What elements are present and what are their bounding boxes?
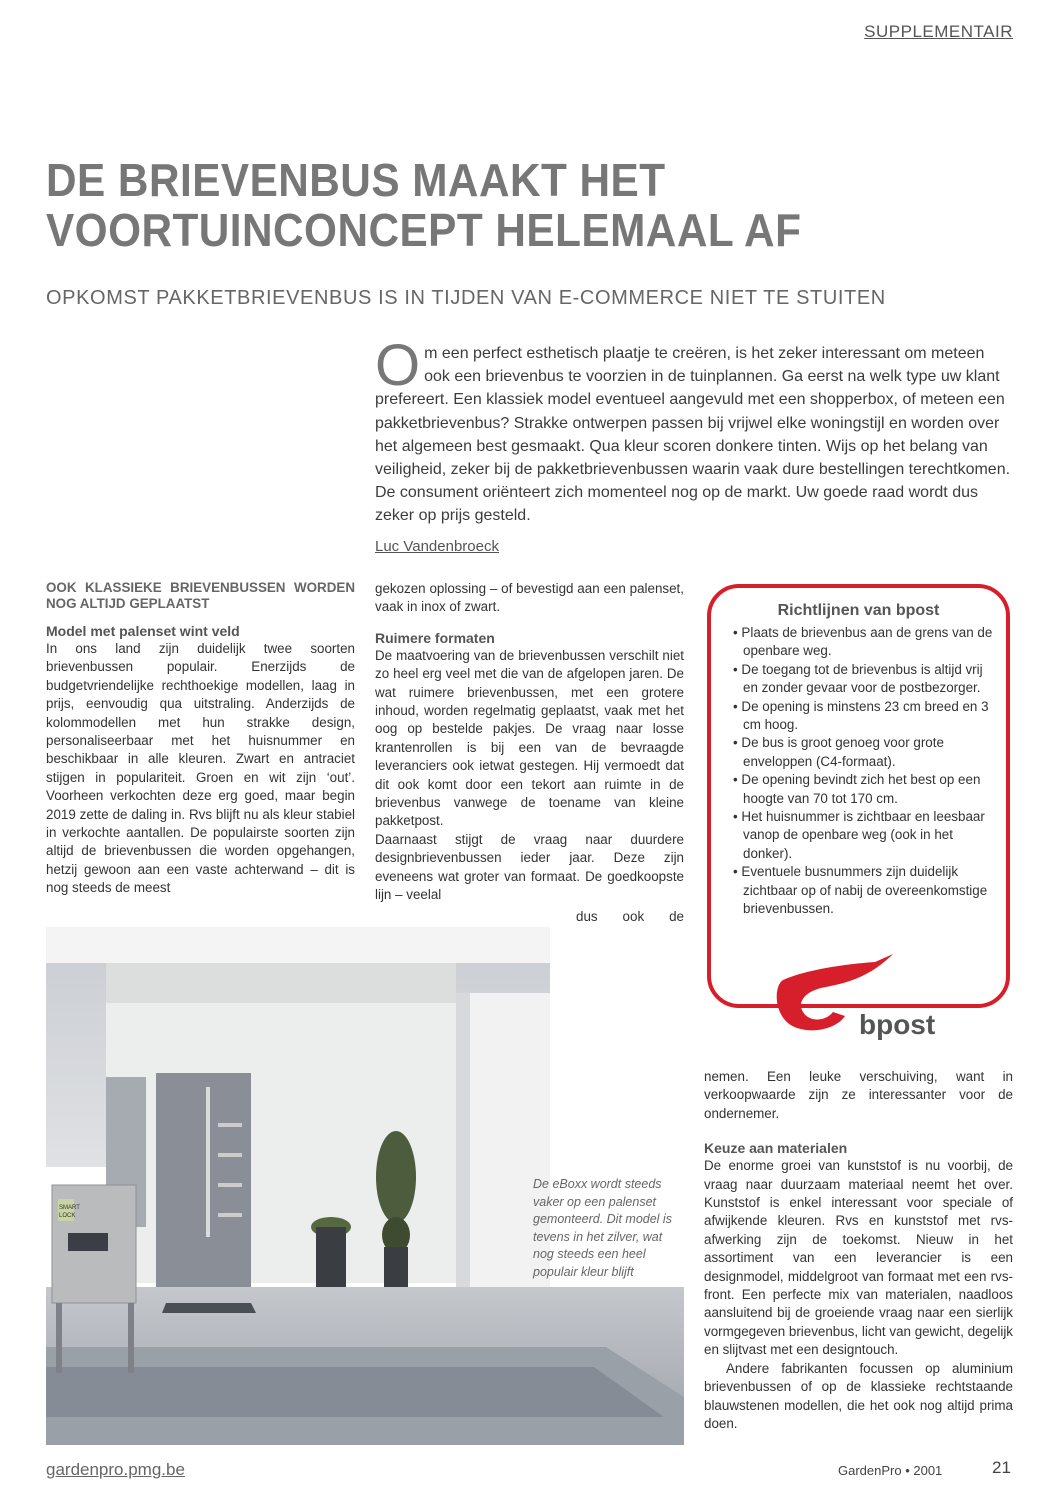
body-paragraph: Daarnaast stijgt de vraag naar duurdere designbrievenbussen ieder jaar. Deze zijn eveneens wat groter van formaat. De goedkoopste lijn – veelal	[375, 831, 684, 903]
guidelines-list	[711, 624, 1006, 919]
bpost-logo-text: bpost	[859, 1009, 936, 1040]
footer-magazine: GardenPro • 2001	[838, 1463, 943, 1478]
bpost-logo	[775, 950, 955, 1040]
column-3	[704, 1068, 1013, 1433]
mailbox-label-bottom: LOCK	[59, 1213, 76, 1219]
bpost-guidelines-box	[707, 584, 1010, 1008]
photo-caption: De eBoxx wordt steeds vaker op een palenset gemonteerd. Dit model is tevens in het zilver, wat nog steeds een heel populair kleur blijft	[533, 1177, 672, 1279]
article-title-line-2: VOORTUINCONCEPT HELEMAAL AF	[46, 204, 802, 256]
list-item: • De opening is minstens 23 cm breed en 3 cm hoog.	[731, 698, 994, 735]
list-item: • De bus is groot genoeg voor grote enveloppen (C4-formaat).	[731, 734, 994, 771]
list-item: • De opening bevindt zich het best op een hoogte van 70 tot 170 cm.	[731, 771, 994, 808]
footer-url[interactable]: gardenpro.pmg.be	[46, 1460, 185, 1479]
intro-text: m een perfect esthetisch plaatje te creëren, is het zeker interessant om meteen ook een brievenbus te voorzien in de tuinplannen. Ga eerst na welk type uw klant prefereert. Een klassiek model eventueel aangevuld met een shopperbox, of meteen een pakketbrievenbus? Strakke ontwerpen passen bij vrijwel elke woningstijl en worden over het algemeen best gesmaakt. Qua kleur scoren donkere tinten. Wijs op het belang van veiligheid, zeker bij de pakketbrievenbussen waarin vaak dure bestellingen terechtkomen. De consument oriënteert zich momenteel nog op de markt. Uw goede raad wordt dus zeker op prijs gesteld.	[375, 345, 1011, 525]
list-item: • Plaats de brievenbus aan de grens van de openbare weg.	[731, 624, 994, 661]
section-heading: OOK KLASSIEKE BRIEVENBUSSEN WORDEN NOG ALTIJD GEPLAATST	[46, 580, 355, 611]
page-number: 21	[992, 1458, 1011, 1477]
body-paragraph: De enorme groei van kunststof is nu voorbij, de vraag naar duurzaam materiaal neemt het over. Kunststof is enkel interessant voor speciale of afwijkende kleuren. Rvs en kunststof met rvs-afwerking zijn de toekomst. Nieuw in het assortiment van een leverancier is een designmodel, middelgroot van formaat met een rvs-front. Een perfecte mix van materialen, naadloos aansluitend bij de groeiende vraag naar een sierlijk vormgegeven brievenbus, licht van gewicht, degelijk en slijtvast met een designtouch.	[704, 1158, 1013, 1358]
column-2	[375, 580, 684, 905]
body-paragraph: gekozen oplossing – of bevestigd aan een palenset, vaak in inox of zwart.	[375, 581, 684, 615]
column-1	[46, 580, 355, 898]
mailbox-label-top: SMART	[59, 1205, 80, 1211]
article-intro	[375, 333, 1013, 528]
article-subtitle: OPKOMST PAKKETBRIEVENBUS IS IN TIJDEN VAN E-COMMERCE NIET TE STUITEN	[46, 287, 886, 309]
guidelines-title: Richtlijnen van bpost	[777, 602, 940, 619]
section-label: SUPPLEMENTAIR	[864, 22, 1013, 41]
body-paragraph: nemen. Een leuke verschuiving, want in verkoopwaarde zijn ze interessanter voor de ondernemer.	[704, 1069, 1013, 1121]
body-paragraph: dus ook de	[576, 909, 684, 924]
list-item: • Eventuele busnummers zijn duidelijk zichtbaar op of nabij de overeenkomstige brievenbussen.	[731, 863, 994, 918]
article-title	[46, 155, 929, 255]
drop-cap: O	[375, 333, 421, 398]
author-byline: Luc Vandenbroeck	[375, 538, 499, 555]
subheading-ruimere-formaten: Ruimere formaten	[375, 629, 495, 646]
subheading-palenset: Model met palenset wint veld	[46, 623, 240, 639]
body-paragraph: De maatvoering van de brievenbussen verschilt niet zo heel erg veel met die van de afgelopen jaren. De wat ruimere brievenbussen, met een grotere inhoud, worden regelmatig geplaatst, vaak met het oog op bestelde pakjes. De vraag naar losse krantenrollen is bij een van de bevraagde leveranciers ook ietwat gestegen. Hij vermoedt dat dit ook komt door een tekort aan ruimte in de brievenbus vanwege de toename van kleine pakketpost.	[375, 647, 684, 829]
subheading-materialen: Keuze aan materialen	[704, 1140, 848, 1157]
body-paragraph: Andere fabrikanten focussen op aluminium brievenbussen of op de klassieke rechtstaande blauwstenen modellen, die het ook nog altijd prima doen.	[704, 1360, 1013, 1431]
body-paragraph: In ons land zijn duidelijk twee soorten brievenbussen populair. Enerzijds de budgetvriendelijke rechthoekige modellen, laag in prijs, eenvoudig qua uitstraling. Anderzijds de kolommodellen met hun strakke design, personaliseerbaar met het huisnummer en beschikbaar in alle kleuren. Zwart en antraciet stijgen in populariteit. Groen en wit zijn ‘out’. Voorheen verkochten deze erg goed, maar begin 2019 zette de daling in. Rvs blijft nu als kleur stabiel in verkochte aantallen. De populairste soorten zijn altijd de brievenbussen die worden opgehangen, hetzij gewoon aan een vaste achterwand – dit is nog steeds de meest	[46, 641, 355, 896]
list-item: • De toegang tot de brievenbus is altijd vrij en zonder gevaar voor de postbezorger.	[731, 661, 994, 698]
article-title-line-1: DE BRIEVENBUS MAAKT HET	[46, 154, 666, 206]
list-item: • Het huisnummer is zichtbaar en leesbaar vanop de openbare weg (ook in het donker).	[731, 808, 994, 863]
